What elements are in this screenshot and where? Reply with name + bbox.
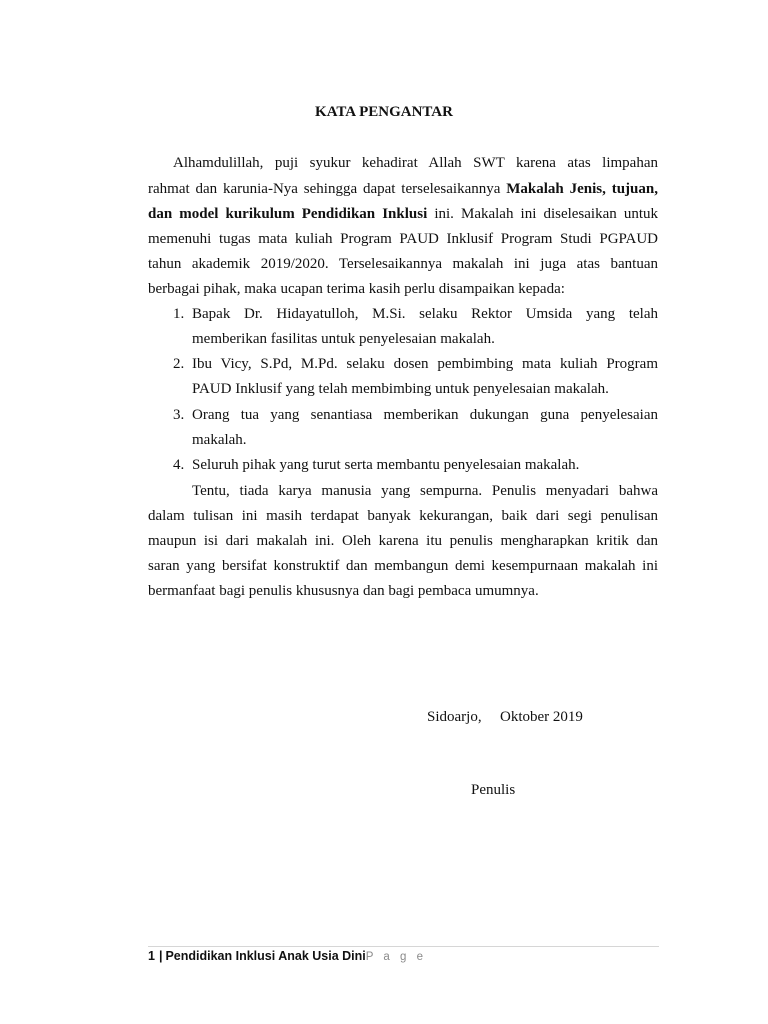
footer-book-title: Pendidikan Inklusi Anak Usia Dini: [165, 949, 366, 963]
list-item-text: Bapak Dr. Hidayatulloh, M.Si. selaku Rektor Umsida yang telah: [192, 306, 658, 322]
text-line: berbagai pihak, maka ucapan terima kasih perlu disampaikan kepada:: [148, 281, 565, 297]
text-line: saran yang bersifat konstruktif dan membangun demi kesempurnaan makalah ini: [148, 558, 658, 574]
text-run: ini. Makalah ini diselesaikan untuk: [427, 206, 658, 222]
bold-title-run: dan model kurikulum Pendidikan Inklusi: [148, 206, 428, 222]
text-line: memenuhi tugas mata kuliah Program PAUD Inklusif Program Studi PGPAUD: [148, 231, 658, 247]
text-line: bermanfaat bagi penulis khususnya dan bagi pembaca umumnya.: [148, 583, 539, 599]
list-item-text: PAUD Inklusif yang telah membimbing untuk penyelesaian makalah.: [192, 381, 609, 397]
text-line: dalam tulisan ini masih terdapat banyak kekurangan, baik dari segi penulisan: [148, 508, 658, 524]
text-line: [148, 205, 658, 223]
signature-place: Sidoarjo,: [427, 709, 482, 725]
text-line: Alhamdulillah, puji syukur kehadirat Allah SWT karena atas limpahan: [173, 155, 658, 171]
list-number: 3.: [173, 407, 185, 423]
list-item-text: Ibu Vicy, S.Pd, M.Pd. selaku dosen pembimbing mata kuliah Program: [192, 356, 658, 372]
footer-page-number: 1: [148, 949, 155, 963]
list-item-text: memberikan fasilitas untuk penyelesaian makalah.: [192, 331, 495, 347]
list-item-text: Orang tua yang senantiasa memberikan dukungan guna penyelesaian: [192, 407, 658, 423]
list-number: 1.: [173, 306, 185, 322]
signature-signer: Penulis: [471, 782, 516, 798]
page-title: KATA PENGANTAR: [315, 104, 453, 120]
bold-title-run: Makalah Jenis, tujuan,: [506, 181, 658, 197]
list-number: 2.: [173, 356, 185, 372]
list-item-text: Seluruh pihak yang turut serta membantu penyelesaian makalah.: [192, 457, 580, 473]
list-number: 4.: [173, 457, 185, 473]
list-item-text: makalah.: [192, 432, 247, 448]
footer-divider: [148, 946, 659, 947]
footer-separator: |: [158, 949, 163, 963]
page-footer: [148, 948, 426, 965]
text-line: [148, 180, 658, 198]
text-line: tahun akademik 2019/2020. Terselesaikannya makalah ini juga atas bantuan: [148, 256, 658, 272]
signature-date: Oktober 2019: [500, 709, 583, 725]
text-line: maupun isi dari makalah ini. Oleh karena itu penulis mengharapkan kritik dan: [148, 533, 658, 549]
text-run: rahmat dan karunia-Nya sehingga dapat terselesaikannya: [148, 181, 507, 197]
footer-page-label: P a g e: [365, 951, 427, 963]
text-line: Tentu, tiada karya manusia yang sempurna. Penulis menyadari bahwa: [192, 483, 658, 499]
